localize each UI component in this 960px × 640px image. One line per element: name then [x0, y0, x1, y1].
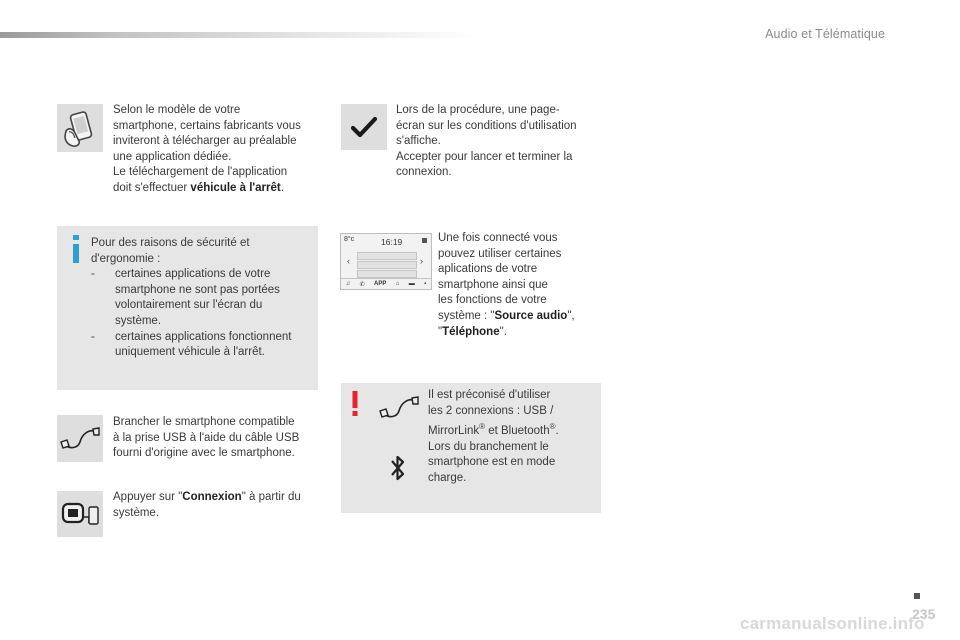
screen-time: 16:19 — [381, 237, 403, 247]
watermark: carmanualsonline.info — [740, 614, 925, 633]
screen-list-row — [357, 252, 417, 260]
header-bar — [0, 32, 480, 38]
home-icon: ⌂ — [395, 281, 400, 287]
chevron-left-icon: ‹ — [347, 256, 350, 266]
warning-box — [341, 383, 601, 513]
info-box — [57, 226, 318, 390]
music-icon: ♫ — [345, 281, 351, 287]
system-screen-thumbnail — [340, 233, 432, 290]
smartphone-hand-icon — [57, 104, 103, 152]
chevron-right-icon: › — [420, 256, 423, 266]
screen-bottom-bar — [341, 278, 431, 289]
conditions-text: Lors de la procédure, une page- écran sur les conditions d'utilisation s'affiche. Accepter pour lancer et terminer la connexion. — [396, 104, 577, 179]
info-icon — [69, 235, 83, 263]
section-title: Audio et Télématique — [765, 27, 885, 41]
page-marker — [914, 593, 920, 599]
usb-cable-icon — [379, 393, 419, 421]
connexion-text: Appuyer sur "Connexion" à partir du système. — [113, 491, 301, 519]
connected-text: Une fois connecté vous pouvez utiliser certaines aplications de votre smartphone ainsi que les fonctions de votre système : "Source audio", "Téléphone". — [438, 232, 575, 338]
connexion-icon — [57, 491, 103, 537]
bluetooth-icon — [390, 453, 406, 483]
info-text: Pour des raisons de sécurité et d'ergonomie : - certaines applications de votre smartphone ne sont pas portées volontairement sur l'écran du système. - certaines applications fonctionnent uniquement véhicule à l'arrêt. — [91, 237, 292, 359]
usb-text: Brancher le smartphone compatible à la prise USB à l'aide du câble USB fourni d'origine avec le smartphone. — [113, 416, 300, 460]
screen-list-row — [357, 261, 417, 269]
usb-cable-icon — [57, 415, 103, 462]
warning-text: Il est préconisé d'utiliser les 2 connexions : USB / MirrorLink® et Bluetooth®. Lors du branchement le smartphone est en mode charge. — [428, 389, 559, 484]
phone-icon: ✆ — [359, 281, 365, 288]
screen-app-label: APP — [374, 281, 387, 287]
smartphone-app-text: Selon le modèle de votre smartphone, certains fabricants vous inviteront à télécharger au préalable une application dédiée. Le téléchargement de l'application doit s'effectuer véhicule à l'arrêt. — [113, 104, 301, 194]
screen-list-row — [357, 270, 417, 278]
car-icon: ▬ — [408, 281, 415, 287]
settings-icon: ▪ — [424, 281, 427, 287]
page-number: 235 — [912, 606, 936, 622]
screen-status-icon — [422, 238, 427, 243]
exclamation-icon — [351, 391, 359, 417]
screen-temperature: 8°c — [344, 236, 355, 243]
checkmark-icon — [341, 104, 387, 150]
